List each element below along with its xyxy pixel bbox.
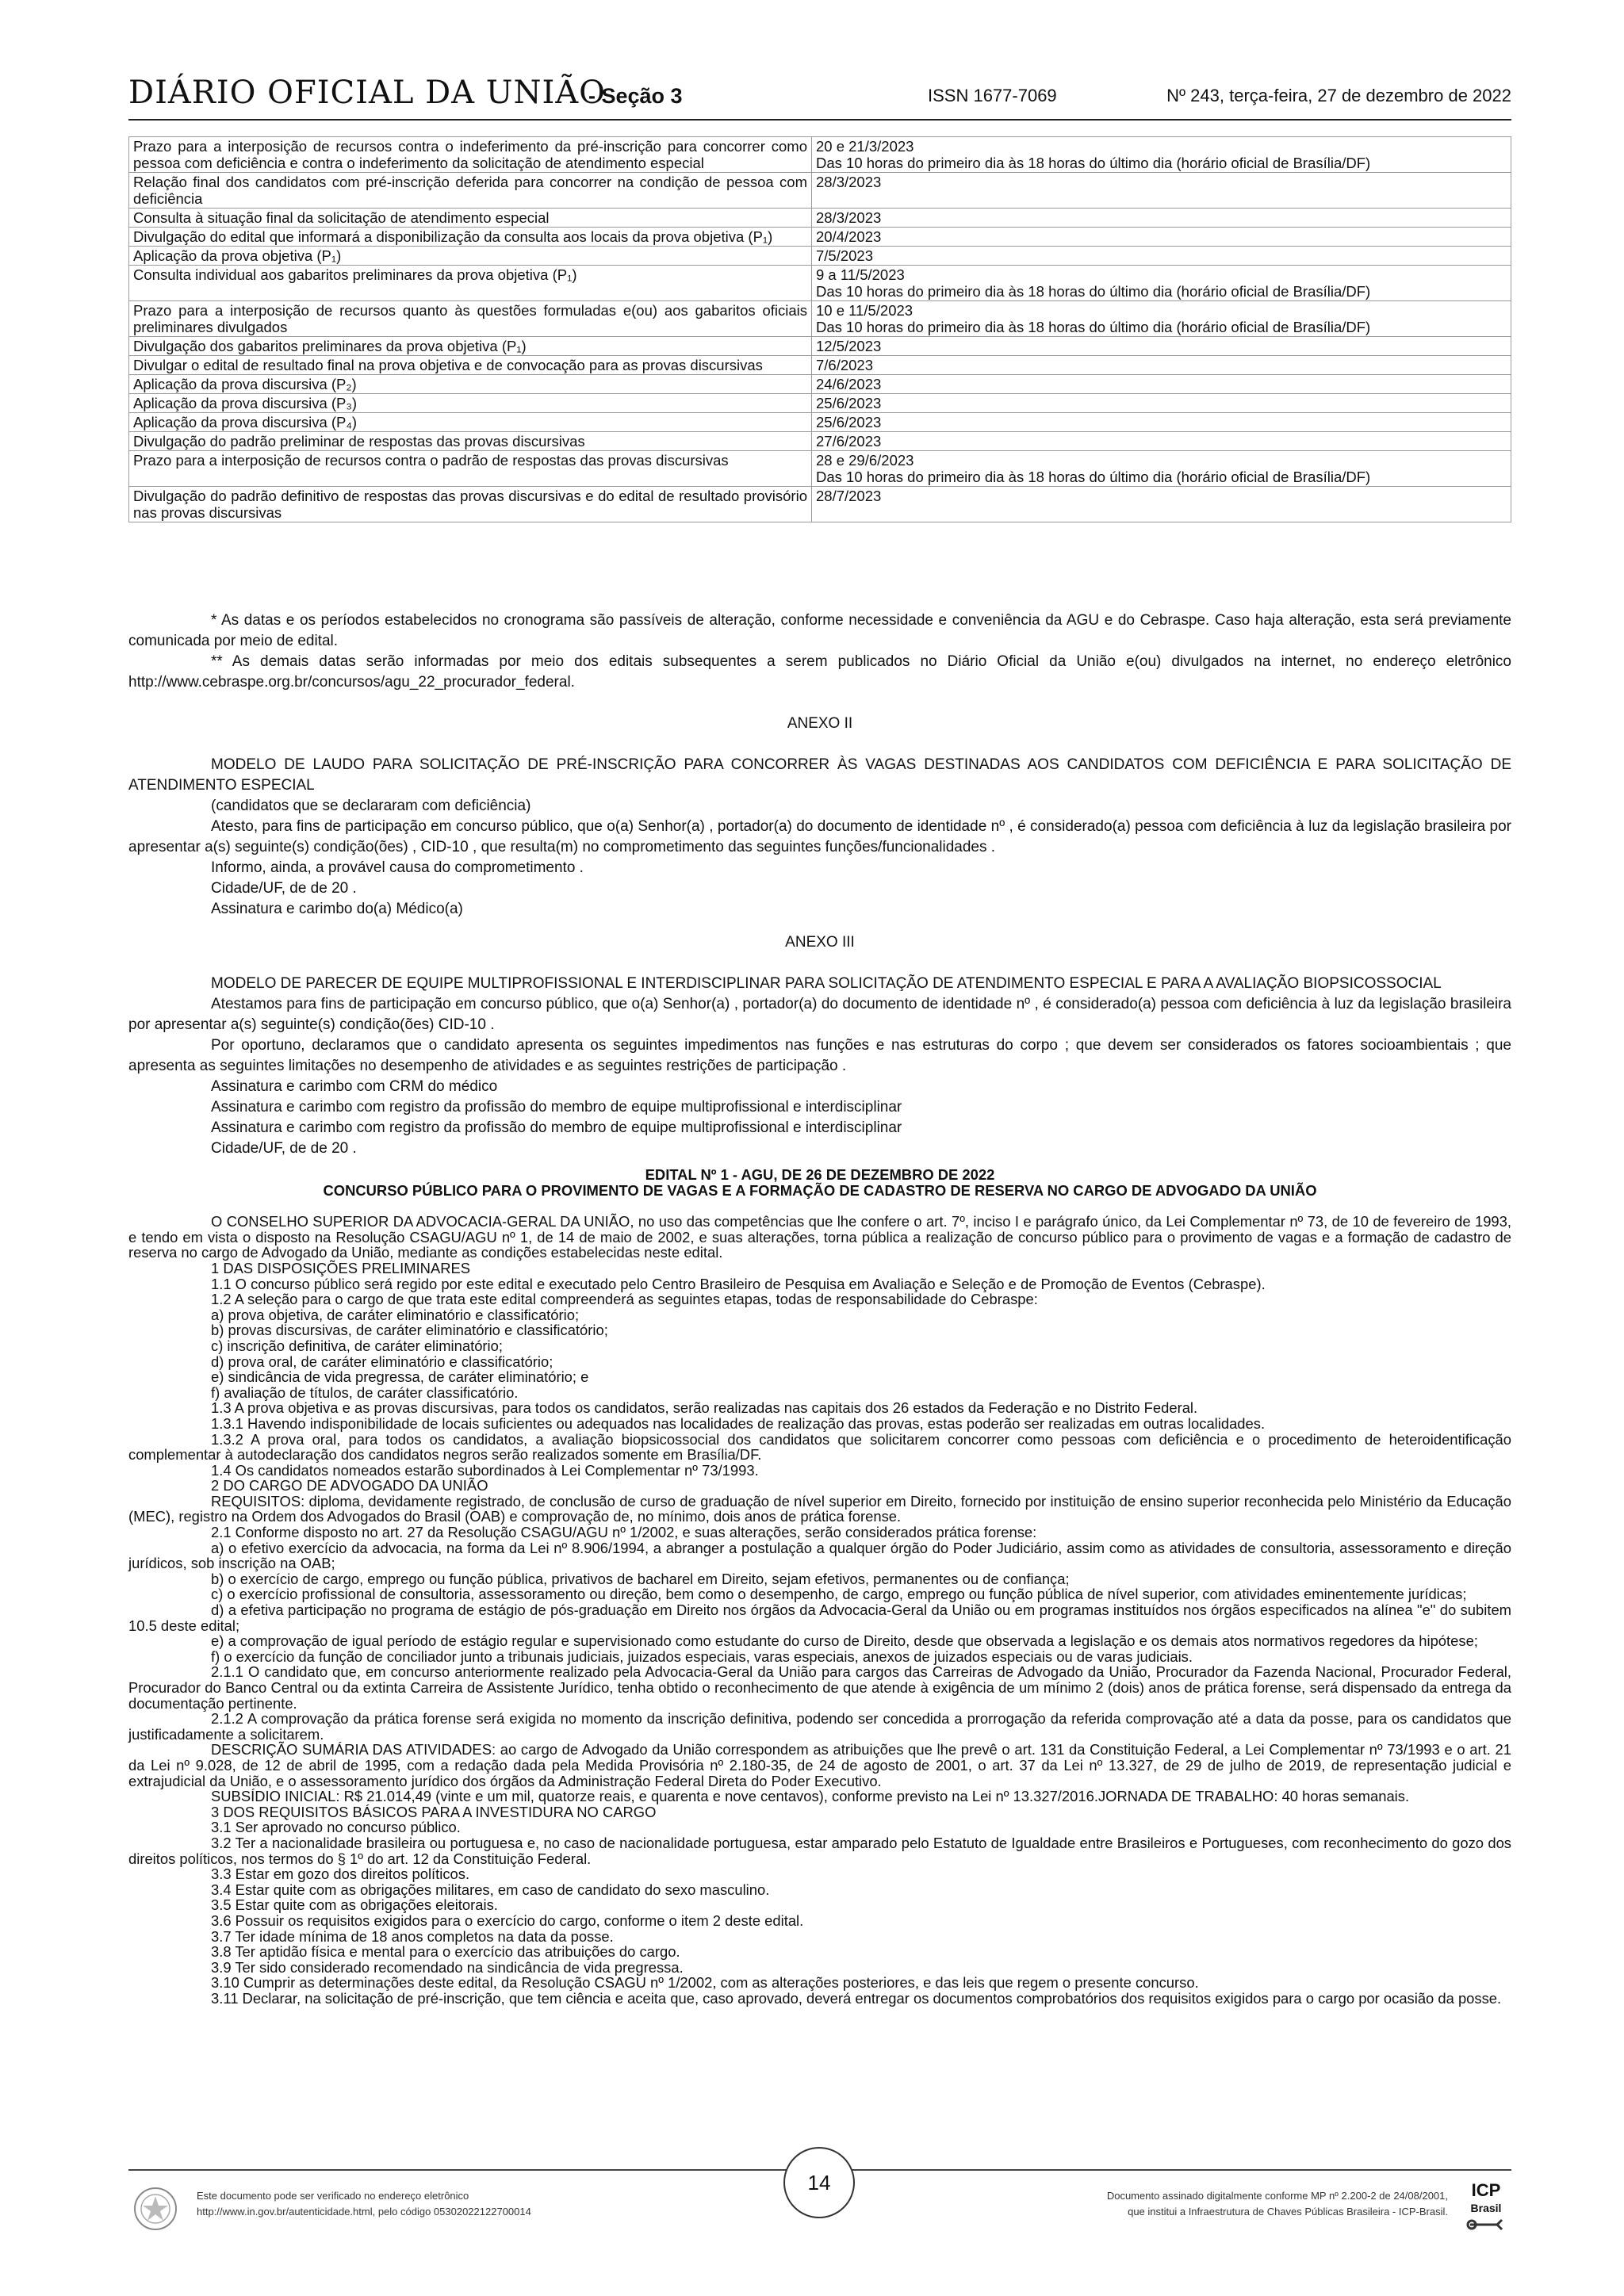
annex-3-line: Assinatura e carimbo com registro da profissão do membro de equipe multiprofissional e interdisciplinar [211,1119,902,1136]
schedule-date: 28/7/2023 [816,488,882,504]
schedule-hours: Das 10 horas do primeiro dia às 18 horas do último dia (horário oficial de Brasília/DF) [816,283,1371,300]
signature-note [1107,2188,1448,2220]
schedule-row [129,137,1511,173]
schedule-event: Aplicação da prova discursiva (P₃) [129,394,812,413]
edital-paragraph: e) sindicância de vida pregressa, de caráter eliminatório; e [211,1368,589,1386]
schedule-event: Prazo para a interposição de recursos contra o padrão de respostas das provas discursivas [129,451,812,487]
edital-paragraph: 1.4 Os candidatos nomeados estarão subordinados à Lei Complementar nº 73/1993. [211,1461,759,1479]
schedule-date: 25/6/2023 [816,414,882,430]
edital-paragraph: a) prova objetiva, de caráter eliminatório e classificatório; [211,1306,580,1323]
schedule-event: Prazo para a interposição de recursos contra o indeferimento da pré-inscrição para concorrer como pessoa com deficiência e contra o indeferimento da solicitação de atendimento especial [129,137,812,173]
schedule-row [129,487,1511,522]
schedule-row [129,356,1511,375]
schedule-date: 25/6/2023 [816,395,882,411]
edital-paragraph: 3.11 Declarar, na solicitação de pré-inscrição, que tem ciência e aceita que, caso aprovado, deverá entregar os documentos comprobatórios dos requisitos exigidos para o cargo por ocasião da posse. [211,1989,1502,2007]
edital-paragraph: 3.4 Estar quite com as obrigações militares, em caso de candidato do sexo masculino. [211,1881,770,1898]
schedule-date: 7/5/2023 [816,247,874,264]
brasao-icon [132,2185,179,2233]
schedule-date-cell [812,487,1511,522]
annex-2-line: Informo, ainda, a provável causa do comprometimento . [211,859,584,876]
svg-text:Brasil: Brasil [1470,2202,1502,2214]
schedule-row [129,247,1511,266]
edital-paragraph: 1.2 A seleção para o cargo de que trata este edital compreenderá as seguintes etapas, todas de responsabilidade do Cebraspe: [211,1291,1038,1308]
schedule-table [128,136,1511,522]
schedule-date: 12/5/2023 [816,338,882,354]
schedule-notes [128,610,1511,693]
schedule-row [129,432,1511,451]
annex-2 [128,714,1511,920]
edital-paragraph: 3.5 Estar quite com as obrigações eleitorais. [211,1896,498,1914]
edital-paragraph: 3 DOS REQUISITOS BÁSICOS PARA A INVESTIDURA NO CARGO [211,1803,657,1820]
schedule-event: Consulta individual aos gabaritos preliminares da prova objetiva (P₁) [129,266,812,301]
schedule-date-cell [812,266,1511,301]
schedule-event: Consulta à situação final da solicitação de atendimento especial [129,209,812,228]
edital-paragraph: d) a efetiva participação no programa de estágio de pós-graduação em Direito nos órgãos da Advocacia-Geral da União ou em programas instituídos nos órgãos especificados na alínea "e" do subitem 10.5 deste edital; [128,1601,1511,1634]
edital-paragraph: O CONSELHO SUPERIOR DA ADVOCACIA-GERAL DA UNIÃO, no uso das competências que lhe confere o art. 7º, inciso I e parágrafo único, da Lei Complementar nº 73, de 10 de fevereiro de 1993, e tendo em vista o disposto na Resolução CSAGU/AGU nº 1, de 14 de maio de 2002, e suas alterações, torna pública a realização de concurso público para o provimento de vagas e a formação de cadastro de reserva no cargo de Advogado da União, mediante as condições estabelecidas neste edital. [128,1213,1511,1261]
section-label: - Seção 3 [588,84,683,108]
edital-paragraph: 2.1.2 A comprovação da prática forense será exigida no momento da inscrição definitiva, podendo ser concedida a prorrogação da referida comprovação até a data da posse, para os candidatos que justificadamente a solicitarem. [128,1710,1511,1743]
edital-paragraph: 1.3.2 A prova oral, para todos os candidatos, a avaliação biopsicossocial dos candidatos que solicitarem concorrer como pessoas com deficiência e o procedimento de heteroidentificação complementar à autodeclaração dos candidatos negros serão realizados somente em Brasília/DF. [128,1430,1511,1464]
page-number: 14 [783,2147,855,2218]
annex-3-line: Atestamos para fins de participação em concurso público, que o(a) Senhor(a) , portador(a) do documento de identidade nº , é considerado(a) pessoa com deficiência à luz da legislação brasileira por apresentar a(s) seguinte(s) condição(ões) CID-10 . [128,996,1511,1033]
edital-paragraph: 1 DAS DISPOSIÇÕES PRELIMINARES [211,1259,471,1276]
schedule-row [129,173,1511,209]
schedule-date-cell [812,173,1511,209]
edital-section [128,1167,1511,2006]
schedule-event: Relação final dos candidatos com pré-inscrição deferida para concorrer na condição de pessoa com deficiência [129,173,812,209]
publication-title: DIÁRIO OFICIAL DA UNIÃO [128,75,606,111]
schedule-date-cell [812,337,1511,356]
edital-paragraph: 3.7 Ter idade mínima de 18 anos completos na data da posse. [211,1927,614,1945]
schedule-date: 20/4/2023 [816,228,882,245]
annex-3-line: Assinatura e carimbo com registro da profissão do membro de equipe multiprofissional e interdisciplinar [211,1099,902,1115]
annex-2-title: ANEXO II [787,715,853,732]
schedule-date: 28 e 29/6/2023 [816,452,914,469]
edital-paragraph: 3.9 Ter sido considerado recomendado na sindicância de vida pregressa. [211,1958,684,1976]
schedule-date-cell [812,432,1511,451]
schedule-event: Divulgação do padrão preliminar de respostas das provas discursivas [129,432,812,451]
edital-body [128,1214,1511,2006]
edital-paragraph: 3.1 Ser aprovado no concurso público. [211,1819,461,1836]
schedule-row [129,451,1511,487]
edital-paragraph: REQUISITOS: diploma, devidamente registrado, de conclusão de curso de graduação de nível superior em Direito, fornecido por instituição de ensino superior reconhecida pelo Ministério da Educação (MEC), registro na Ordem dos Advogados do Brasil (OAB) e comprovação de, no mínimo, dois anos de prática forense. [128,1492,1511,1525]
signature-line-2: que institui a Infraestrutura de Chaves Públicas Brasileira - ICP-Brasil. [1128,2206,1448,2218]
svg-text:ICP: ICP [1471,2180,1501,2200]
schedule-row [129,301,1511,337]
schedule-date: 27/6/2023 [816,433,882,450]
schedule-date: 24/6/2023 [816,376,882,392]
verification-line-1: Este documento pode ser verificado no endereço eletrônico [197,2190,469,2202]
edital-paragraph: 1.1 O concurso público será regido por este edital e executado pelo Centro Brasileiro de Pesquisa em Avaliação e Seleção e de Promoção de Eventos (Cebraspe). [211,1275,1266,1292]
schedule-date-cell [812,413,1511,432]
schedule-date-cell [812,209,1511,228]
edital-paragraph: c) inscrição definitiva, de caráter eliminatório; [211,1337,503,1354]
edital-paragraph: b) provas discursivas, de caráter eliminatório e classificatório; [211,1322,608,1339]
schedule-date: 9 a 11/5/2023 [816,266,905,283]
schedule-row [129,228,1511,247]
schedule-hours: Das 10 horas do primeiro dia às 18 horas do último dia (horário oficial de Brasília/DF) [816,155,1371,171]
annex-3-line: MODELO DE PARECER DE EQUIPE MULTIPROFISSIONAL E INTERDISCIPLINAR PARA SOLICITAÇÃO DE ATENDIMENTO ESPECIAL E PARA A AVALIAÇÃO BIOPSICOSSOCIAL [211,975,1442,992]
schedule-date: 28/3/2023 [816,174,882,190]
edital-paragraph: f) avaliação de títulos, de caráter classificatório. [211,1383,519,1401]
edital-paragraph: 3.8 Ter aptidão física e mental para o exercício das atribuições do cargo. [211,1943,680,1961]
edital-paragraph: 2.1.1 O candidato que, em concurso anteriormente realizado pela Advocacia-Geral da União para cargos das Carreiras de Advogado da União, Procurador da Fazenda Nacional, Procurador Federal, Procurador do Banco Central ou da extinta Carreira de Assistente Jurídico, tenha obtido o reconhecimento de que atende à exigência de um mínimo 2 (dois) anos de prática forense, será dispensado da entrega da documentação pertinente. [128,1663,1511,1712]
schedule-event: Aplicação da prova objetiva (P₁) [129,247,812,266]
page-footer [128,2169,1511,2258]
annex-3-line: Assinatura e carimbo com CRM do médico [211,1078,498,1095]
annex-3-line: Por oportuno, declaramos que o candidato apresenta os seguintes impedimentos nas funções e nas estruturas do corpo ; que devem ser considerados os fatores socioambientais ; que apresenta as seguintes limitações no desempenho de atividades e as seguintes restrições de participação . [128,1037,1511,1074]
edital-paragraph: 3.2 Ter a nacionalidade brasileira ou portuguesa e, no caso de nacionalidade portuguesa, estar amparado pelo Estatuto de Igualdade entre Brasileiros e Portugueses, com reconhecimento do gozo dos direitos políticos, nos termos do § 1º do art. 12 da Constituição Federal. [128,1834,1511,1867]
icp-brasil-logo [1462,2175,1510,2239]
edital-paragraph: 3.6 Possuir os requisitos exigidos para o exercício do cargo, conforme o item 2 deste edital. [211,1911,804,1929]
annex-2-line: Atesto, para fins de participação em concurso público, que o(a) Senhor(a) , portador(a) do documento de identidade nº , é considerado(a) pessoa com deficiência à luz da legislação brasileira por apresentar a(s) seguinte(s) condição(ões) , CID-10 , que resulta(m) no comprometimento das seguintes funções/funcionalidades . [128,818,1511,855]
schedule-row [129,337,1511,356]
edital-paragraph: 3.10 Cumprir as determinações deste edital, da Resolução CSAGU nº 1/2002, com as alterações posteriores, e das leis que regem o presente concurso. [211,1974,1199,1992]
page-header [128,71,1511,121]
annex-3-line: Cidade/UF, de de 20 . [211,1140,357,1157]
edital-paragraph: f) o exercício da função de conciliador junto a tribunais judiciais, juizados especiais, varas especiais, anexos de juizados especiais ou de varas judiciais. [211,1647,1193,1665]
schedule-event: Divulgação do edital que informará a disponibilização da consulta aos locais da prova objetiva (P₁) [129,228,812,247]
schedule-row [129,375,1511,394]
schedule-date-cell [812,394,1511,413]
schedule-event: Aplicação da prova discursiva (P₂) [129,375,812,394]
annex-2-line: Assinatura e carimbo do(a) Médico(a) [211,901,463,917]
schedule-event: Divulgação dos gabaritos preliminares da prova objetiva (P₁) [129,337,812,356]
edital-paragraph: 2.1 Conforme disposto no art. 27 da Resolução CSAGU/AGU nº 1/2002, e suas alterações, serão considerados prática forense: [211,1524,1037,1541]
schedule-date: 28/3/2023 [816,209,882,226]
issue-label: Nº 243, terça-feira, 27 de dezembro de 2022 [1166,86,1511,105]
schedule-date-cell [812,451,1511,487]
edital-paragraph: SUBSÍDIO INICIAL: R$ 21.014,49 (vinte e um mil, quatorze reais, e quarenta e nove centavos), conforme previsto na Lei nº 13.327/2016.JORNADA DE TRABALHO: 40 horas semanais. [211,1788,1410,1805]
note-2: ** As demais datas serão informadas por meio dos editais subsequentes a serem publicados no Diário Oficial da União e(ou) divulgados na internet, no endereço eletrônico http://www.cebraspe.org.br/concursos/agu_22_procurador_federal. [128,653,1511,691]
schedule-date-cell [812,356,1511,375]
note-1: * As datas e os períodos estabelecidos no cronograma são passíveis de alteração, conforme necessidade e conveniência da AGU e do Cebraspe. Caso haja alteração, esta será previamente comunicada por meio de edital. [128,612,1511,649]
schedule-date-cell [812,137,1511,173]
verification-line-2: http://www.in.gov.br/autenticidade.html, pelo código 05302022122700014 [197,2206,531,2218]
schedule-hours: Das 10 horas do primeiro dia às 18 horas do último dia (horário oficial de Brasília/DF) [816,469,1371,485]
schedule-row [129,209,1511,228]
edital-subheading: CONCURSO PÚBLICO PARA O PROVIMENTO DE VAGAS E A FORMAÇÃO DE CADASTRO DE RESERVA NO CARGO DE ADVOGADO DA UNIÃO [323,1181,1317,1199]
edital-heading: EDITAL Nº 1 - AGU, DE 26 DE DEZEMBRO DE 2022 [645,1166,995,1183]
schedule-date-cell [812,375,1511,394]
edital-paragraph: d) prova oral, de caráter eliminatório e classificatório; [211,1353,553,1370]
edital-paragraph: 1.3.1 Havendo indisponibilidade de locais suficientes ou adequados nas localidades de realização das provas, estas poderão ser realizadas em outras localidades. [211,1414,1266,1432]
schedule-event: Prazo para a interposição de recursos quanto às questões formuladas e(ou) aos gabaritos oficiais preliminares divulgados [129,301,812,337]
edital-paragraph: DESCRIÇÃO SUMÁRIA DAS ATIVIDADES: ao cargo de Advogado da União correspondem as atribuições que lhe prevê o art. 131 da Constituição Federal, a Lei Complementar nº 73/1993 e o art. 21 da Lei nº 9.028, de 12 de abril de 1995, com a redação dada pela Medida Provisória nº 2.180-35, de 24 de agosto de 2001, o art. 37 da Lei nº 13.327, de 29 de julho de 2019, de representação judicial e extrajudicial da União, e o assessoramento jurídico dos órgãos da Administração Federal Direta do Poder Executivo. [128,1741,1511,1789]
schedule-date-cell [812,247,1511,266]
schedule-date: 20 e 21/3/2023 [816,138,914,155]
edital-paragraph: 3.3 Estar em gozo dos direitos políticos. [211,1866,470,1883]
signature-line-1: Documento assinado digitalmente conforme MP nº 2.200-2 de 24/08/2001, [1106,2190,1448,2202]
schedule-event: Divulgação do padrão definitivo de respostas das provas discursivas e do edital de resultado provisório nas provas discursivas [129,487,812,522]
schedule-event: Divulgar o edital de resultado final na prova objetiva e de convocação para as provas discursivas [129,356,812,375]
edital-paragraph: a) o efetivo exercício da advocacia, na forma da Lei nº 8.906/1994, a abranger a postulação a qualquer órgão do Poder Judiciário, assim como as atividades de consultoria, assessoramento e direção jurídicos, sob inscrição na OAB; [128,1539,1511,1572]
edital-paragraph: 2 DO CARGO DE ADVOGADO DA UNIÃO [211,1477,488,1494]
schedule-row [129,266,1511,301]
schedule-hours: Das 10 horas do primeiro dia às 18 horas do último dia (horário oficial de Brasília/DF) [816,319,1371,335]
annex-2-line: MODELO DE LAUDO PARA SOLICITAÇÃO DE PRÉ-INSCRIÇÃO PARA CONCORRER ÀS VAGAS DESTINADAS AOS CANDIDATOS COM DEFICIÊNCIA E PARA SOLICITAÇÃO DE ATENDIMENTO ESPECIAL [128,756,1511,794]
annex-3 [128,932,1511,1159]
issn-label: ISSN 1677-7069 [928,86,1057,105]
schedule-date: 10 e 11/5/2023 [816,302,914,319]
schedule-row [129,394,1511,413]
verification-note [197,2188,531,2220]
schedule-date-cell [812,228,1511,247]
annex-2-line: (candidatos que se declararam com deficiência) [211,798,531,814]
edital-paragraph: 1.3 A prova objetiva e as provas discursivas, para todos os candidatos, serão realizadas nas capitais dos 26 estados da Federação e no Distrito Federal. [211,1399,1198,1417]
annex-3-title: ANEXO III [785,934,855,951]
edital-paragraph: b) o exercício de cargo, emprego ou função pública, privativos de bacharel em Direito, sejam efetivos, permanentes ou de confiança; [211,1570,1070,1587]
edital-paragraph: e) a comprovação de igual período de estágio regular e supervisionado como estudante do curso de Direito, desde que observada a legislação e os demais atos normativos regedores da hipótese; [211,1632,1478,1650]
schedule-row [129,413,1511,432]
edital-paragraph: c) o exercício profissional de consultoria, assessoramento ou direção, bem como o desempenho, de cargo, emprego ou função pública de nível superior, com atividades eminentemente jurídicas; [211,1586,1467,1603]
schedule-event: Aplicação da prova discursiva (P₄) [129,413,812,432]
annex-2-line: Cidade/UF, de de 20 . [211,880,357,897]
schedule-date: 7/6/2023 [816,357,874,373]
schedule-date-cell [812,301,1511,337]
